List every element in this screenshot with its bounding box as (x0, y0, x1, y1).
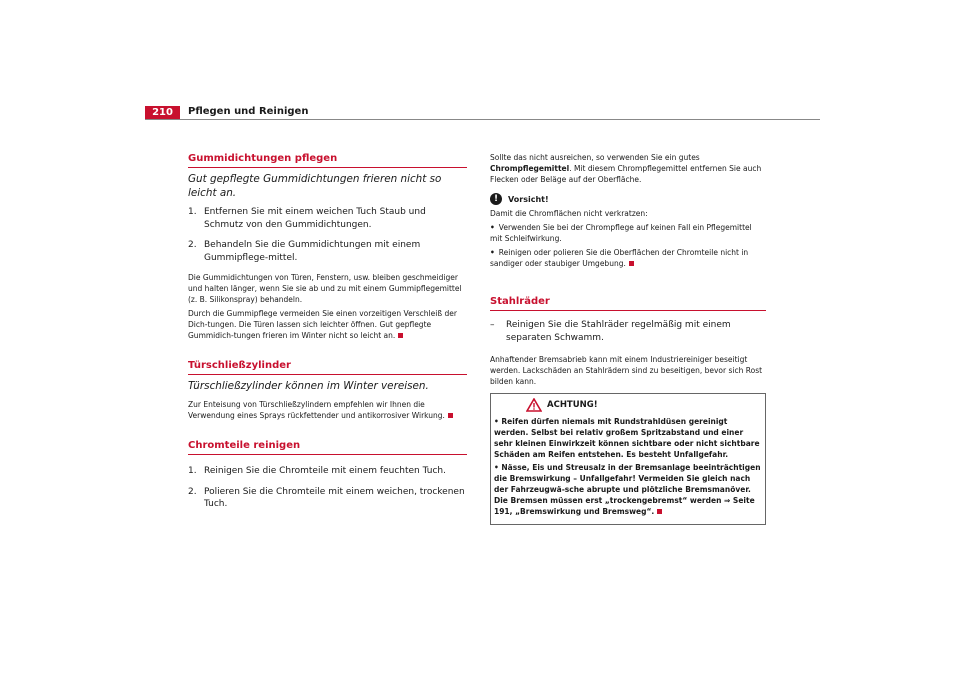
bullet-icon: • (494, 417, 502, 426)
section-chrome-parts (188, 439, 467, 511)
step-item (490, 319, 766, 344)
step-item (188, 486, 467, 511)
end-marker-icon (398, 333, 403, 338)
warning-bullet: • Reifen dürfen niemals mit Rundstrahldüsen gereinigt werden. Selbst bei relativ großem Spritzabstand und einer sehr kleinen Einwirkzeit können sichtbare oder nicht sichtbare Schäden am Reifen entstehen. Es besteht Unfallgefahr. (494, 417, 760, 459)
step-item (188, 239, 467, 264)
body-paragraph: Sollte das nicht ausreichen, so verwenden Sie ein gutes Chrompflegemittel. Mit diesem Chrompflegemittel entfernen Sie auch Flecken oder Beläge auf der Oberfläche. (490, 153, 762, 184)
bullet-icon: • (490, 223, 495, 232)
step-text: Entfernen Sie mit einem weichen Tuch Staub und Schmutz von den Gummidichtungen. (204, 207, 426, 230)
body-paragraph: Durch die Gummipflege vermeiden Sie einen vorzeitigen Verschleiß der Dich-tungen. Die Türen lassen sich leichter öffnen. Gut gepflegte Gummidich-tungen frieren im Winter nicht so leicht an. (188, 309, 457, 340)
section-steel-wheels (490, 295, 766, 525)
section-title: Gummidichtungen pflegen (188, 152, 467, 168)
bullet-icon: • (494, 463, 502, 472)
caution-bullet: • Verwenden Sie bei der Chrompflege auf keinen Fall ein Pflegemittel mit Schleifwirkung. (490, 223, 752, 243)
exclamation-icon: ! (490, 193, 502, 205)
step-number: 2. (188, 486, 197, 497)
step-text: Reinigen Sie die Stahlräder regelmäßig mit einem separaten Schwamm. (506, 320, 731, 343)
step-list (188, 465, 467, 511)
section-rubber-seals (188, 152, 467, 341)
body-paragraph: Anhaftender Bremsabrieb kann mit einem Industriereiniger beseitigt werden. Lackschäden an Stahlrädern sind zu beseitigen, bevor sich Rost bilden kann. (490, 355, 763, 386)
warning-box (490, 393, 766, 525)
caution-title: Vorsicht! (508, 194, 549, 204)
warning-header (494, 398, 762, 412)
step-number: 1. (188, 207, 197, 217)
body-paragraph: Zur Enteisung von Türschließzylindern empfehlen wir Ihnen die Verwendung eines Sprays rückfettender und antikorrosiver Wirkung. (188, 399, 467, 421)
section-subtitle: Gut gepflegte Gummidichtungen frieren nicht so leicht an. (188, 173, 442, 199)
section-subtitle: Türschließzylinder können im Winter vereisen. (188, 380, 429, 392)
step-item (188, 206, 467, 231)
step-dash: – (490, 320, 495, 330)
step-list (188, 206, 467, 264)
step-text: Reinigen Sie die Chromteile mit einem feuchten Tuch. (204, 466, 446, 476)
caution-bullet: • Reinigen oder polieren Sie die Oberflächen der Chromteile nicht in sandiger oder staubiger Umgebung. (490, 248, 749, 268)
section-title: Türschließzylinder (188, 359, 467, 375)
step-item (188, 465, 467, 478)
step-number: 1. (188, 466, 197, 476)
section-title: Chromteile reinigen (188, 439, 467, 455)
section-title: Stahlräder (490, 295, 766, 311)
end-marker-icon (657, 509, 662, 514)
step-text: Polieren Sie die Chromteile mit einem weichen, trockenen Tuch. (204, 486, 465, 509)
body-paragraph: Die Gummidichtungen von Türen, Fenstern, usw. bleiben geschmeidiger und halten länger, wenn Sie sie ab und zu mit einem Gummipflegemittel (z. B. Silikonspray) behandeln. (188, 273, 462, 304)
caution-note (490, 193, 766, 269)
bullet-icon: • (490, 248, 495, 257)
end-marker-icon (629, 261, 634, 266)
caution-header (490, 193, 766, 205)
page-number: 210 (145, 106, 180, 120)
chapter-title: Pflegen und Reinigen (188, 106, 309, 117)
warning-title: ACHTUNG! (547, 400, 598, 410)
right-column (490, 152, 766, 525)
step-text: Behandeln Sie die Gummidichtungen mit einem Gummipflege-mittel. (204, 240, 421, 263)
left-column (188, 152, 467, 519)
warning-triangle-icon (526, 398, 542, 412)
warning-bullet: • Nässe, Eis und Streusalz in der Bremsanlage beeinträchtigen die Bremswirkung – Unfallgefahr! Vermeiden Sie gleich nach der Fahrzeugwä-sche abrupte und plötzliche Bremsmanöver. Die Bremsen müssen erst „trockengebremst“ werden ⇒ Seite 191, „Bremswirkung und Bremsweg“. (494, 463, 761, 516)
section-lock-cylinder (188, 359, 467, 421)
end-marker-icon (448, 413, 453, 418)
caution-intro: Damit die Chromflächen nicht verkratzen: (490, 209, 648, 218)
header-rule (145, 119, 820, 120)
step-number: 2. (188, 240, 197, 250)
